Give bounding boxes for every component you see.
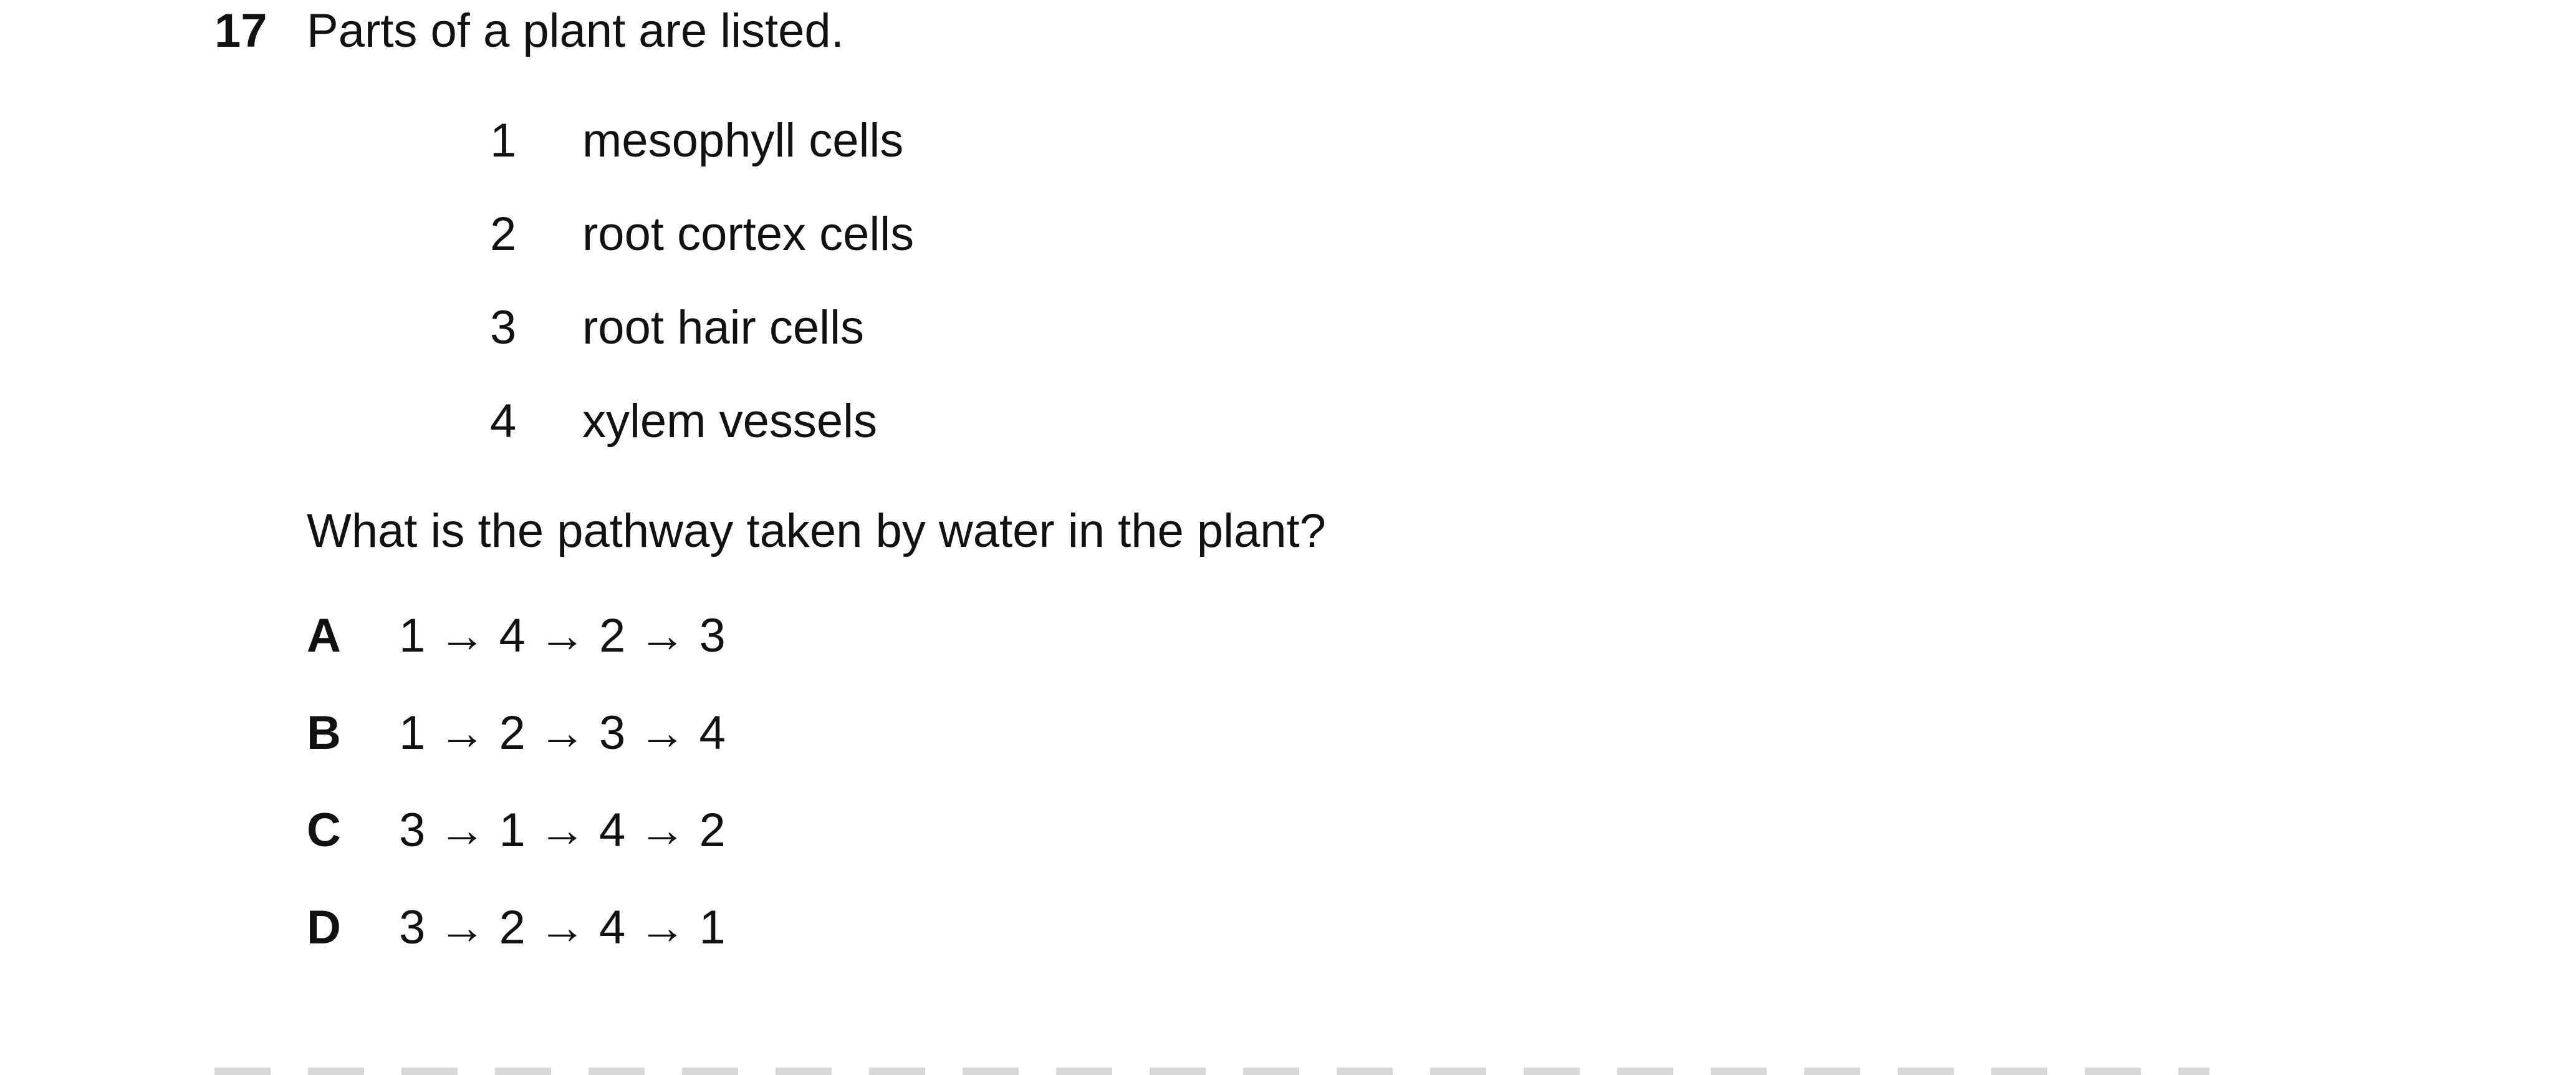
page-cut-artifact	[214, 1068, 2209, 1075]
list-item-text: mesophyll cells	[582, 114, 904, 167]
option-b-text: 1 → 2 → 3 → 4	[399, 706, 726, 759]
list-item-number: 3	[490, 301, 517, 354]
option-b-letter: B	[307, 706, 341, 759]
list-item-number: 4	[490, 395, 517, 448]
option-a-letter: A	[307, 609, 341, 662]
option-d-text: 3 → 2 → 4 → 1	[399, 901, 726, 954]
list-item-text: xylem vessels	[582, 395, 877, 448]
question-number: 17	[214, 4, 267, 57]
list-item-number: 1	[490, 114, 517, 167]
list-item-text: root cortex cells	[582, 208, 915, 261]
option-d-letter: D	[307, 901, 341, 954]
list-item-number: 2	[490, 208, 517, 261]
option-a-text: 1 → 4 → 2 → 3	[399, 609, 726, 662]
question-stem: Parts of a plant are listed.	[307, 4, 844, 57]
option-c-letter: C	[307, 804, 341, 857]
question-prompt: What is the pathway taken by water in the plant?	[307, 504, 1326, 557]
list-item-text: root hair cells	[582, 301, 864, 354]
option-c-text: 3 → 1 → 4 → 2	[399, 804, 726, 857]
